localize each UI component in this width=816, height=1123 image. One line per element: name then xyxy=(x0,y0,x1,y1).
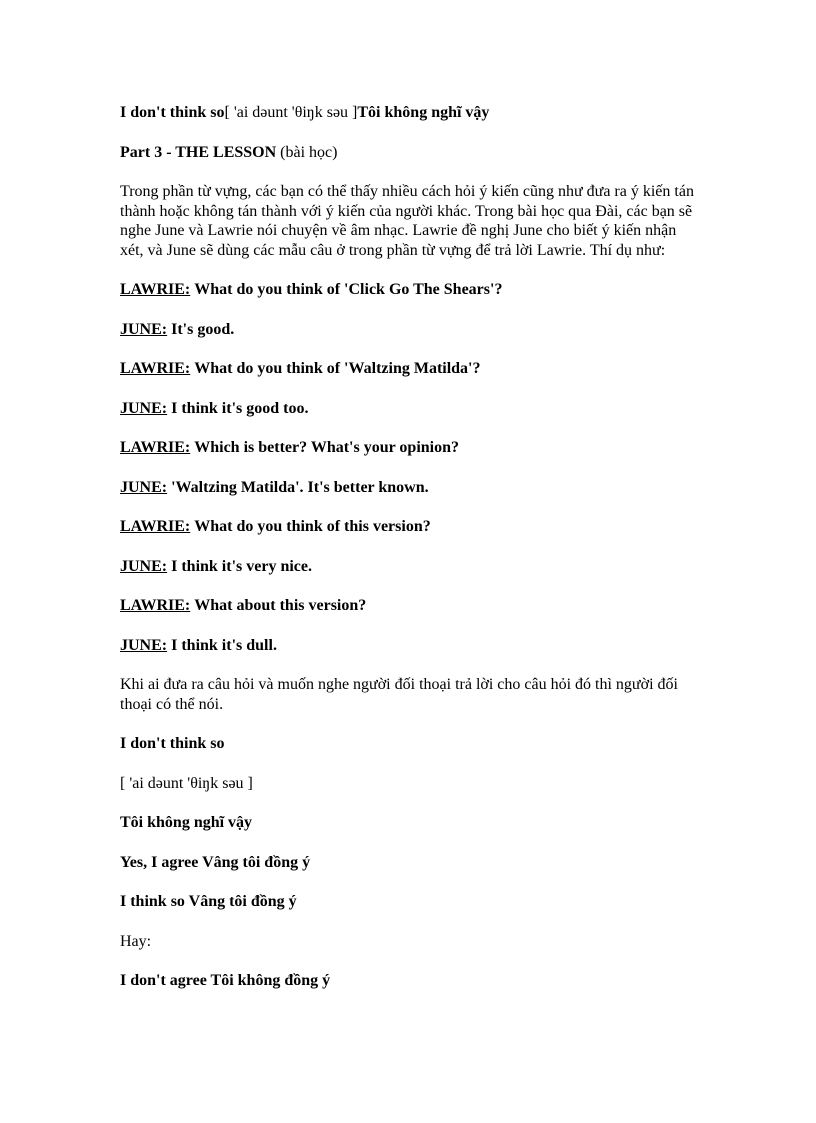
dialogue xyxy=(120,280,700,655)
dialogue-speaker: JUNE: xyxy=(120,557,168,575)
part-heading xyxy=(120,143,700,163)
phrase-vietnamese: Tôi không nghĩ vậy xyxy=(120,814,253,831)
dialogue-text: I think it's good too. xyxy=(171,399,309,417)
document-page xyxy=(120,103,700,1011)
disagree-phrase: I don't agree Tôi không đồng ý xyxy=(120,972,331,989)
part-heading-subtitle: (bài học) xyxy=(280,143,338,161)
dialogue-line xyxy=(120,636,700,656)
header-line xyxy=(120,103,700,123)
header-vietnamese: Tôi không nghĩ vậy xyxy=(357,104,490,121)
dialogue-speaker: JUNE: xyxy=(120,320,168,338)
dialogue-speaker: LAWRIE: xyxy=(120,597,191,614)
dialogue-text: Which is better? What's your opinion? xyxy=(194,439,460,456)
dialogue-speaker: LAWRIE: xyxy=(120,360,191,377)
dialogue-line xyxy=(120,280,700,300)
header-english: I don't think so xyxy=(120,104,225,121)
dialogue-speaker: LAWRIE: xyxy=(120,439,191,456)
dialogue-speaker: LAWRIE: xyxy=(120,281,191,298)
dialogue-speaker: LAWRIE: xyxy=(120,518,191,535)
dialogue-line xyxy=(120,596,700,616)
agree-phrase-1: Yes, I agree Vâng tôi đồng ý xyxy=(120,853,311,871)
dialogue-line xyxy=(120,557,700,577)
dialogue-line xyxy=(120,517,700,537)
phrase-ipa: [ 'ai dəunt 'θiŋk səu ] xyxy=(120,774,253,792)
dialogue-line xyxy=(120,320,700,340)
dialogue-line xyxy=(120,399,700,419)
dialogue-speaker: JUNE: xyxy=(120,399,168,417)
phrase-english: I don't think so xyxy=(120,735,225,752)
dialogue-speaker: JUNE: xyxy=(120,636,168,654)
explanation-paragraph: Khi ai đưa ra câu hỏi và muốn nghe người đối thoại trả lời cho câu hỏi đó thì người đối thoại có thể nói. xyxy=(120,676,678,713)
dialogue-line xyxy=(120,438,700,458)
dialogue-line xyxy=(120,359,700,379)
dialogue-text: What do you think of this version? xyxy=(194,518,431,535)
dialogue-text: What do you think of 'Click Go The Shears'? xyxy=(194,281,503,298)
intro-paragraph: Trong phần từ vựng, các bạn có thể thấy nhiều cách hỏi ý kiến cũng như đưa ra ý kiến tán thành hoặc không tán thành với ý kiến của người khác. Trong bài học qua Đài, các bạn sẽ nghe June và Lawrie nói chuyện về âm nhạc. Lawrie đề nghị June cho biết ý kiến nhận xét, và June sẽ dùng các mẫu câu ở trong phần từ vựng để trả lời Lawrie. Thí dụ như: xyxy=(120,183,694,259)
or-label: Hay: xyxy=(120,932,152,950)
dialogue-text: What about this version? xyxy=(194,597,367,614)
dialogue-speaker: JUNE: xyxy=(120,478,168,496)
dialogue-text: What do you think of 'Waltzing Matilda'? xyxy=(194,360,481,377)
agree-phrase-2: I think so Vâng tôi đồng ý xyxy=(120,893,297,910)
dialogue-text: It's good. xyxy=(171,320,235,338)
dialogue-line xyxy=(120,478,700,498)
part-heading-title: Part 3 - THE LESSON xyxy=(120,143,277,161)
dialogue-text: 'Waltzing Matilda'. It's better known. xyxy=(171,478,429,496)
dialogue-text: I think it's dull. xyxy=(171,636,277,654)
dialogue-text: I think it's very nice. xyxy=(171,557,312,575)
header-ipa: [ 'ai dəunt 'θiŋk səu ] xyxy=(224,104,358,121)
